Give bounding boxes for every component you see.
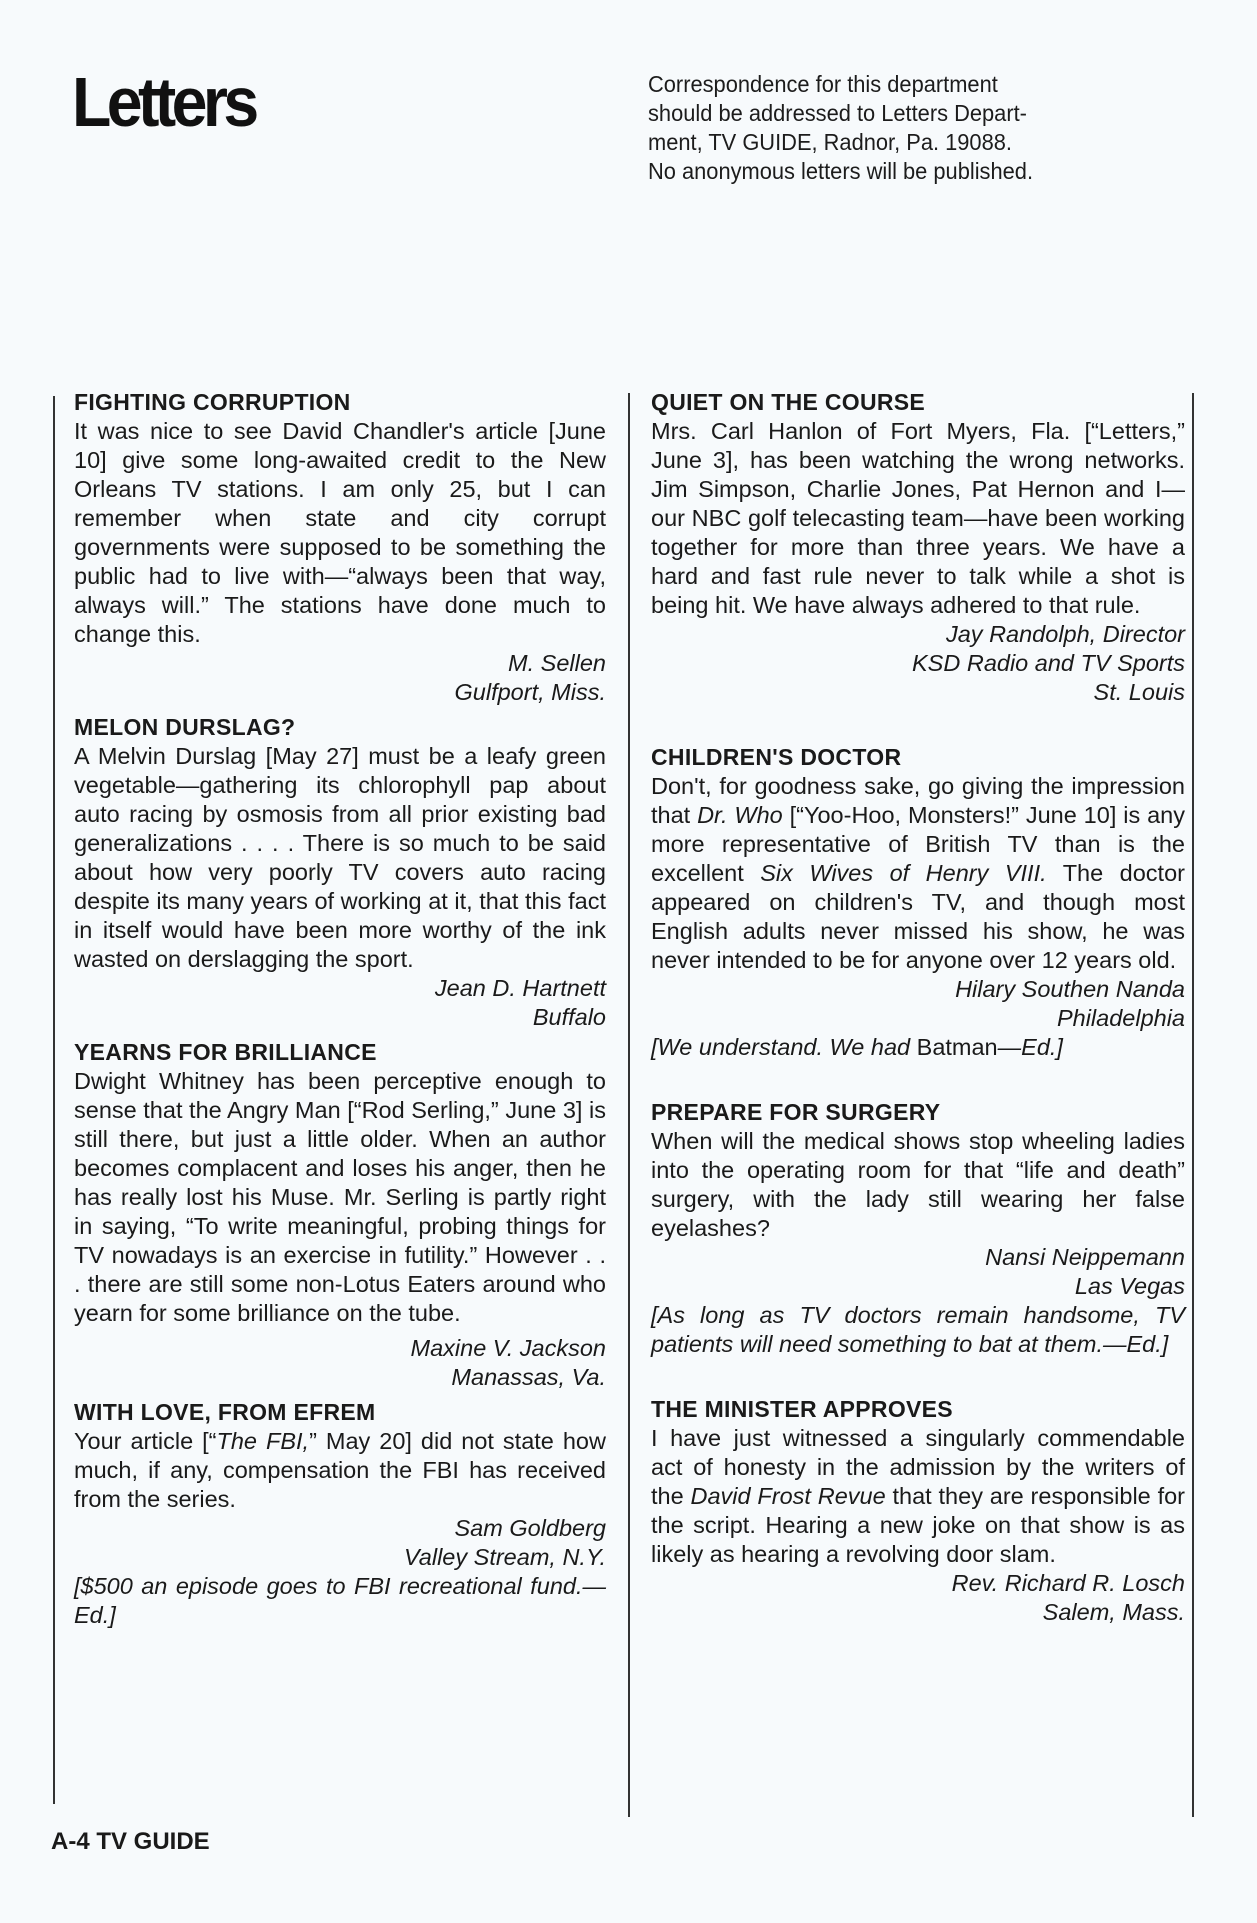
letter-body-text: I have just witnessed a singularly commendable act of honesty in the admission by the writers of the: [651, 1425, 1185, 1509]
letter-body-italic: Dr. Who: [697, 802, 783, 828]
letter-body: A Melvin Durslag [May 27] must be a leafy green vegetable—gathering its chlorophyll pap about auto racing by osmosis from all prior existing bad generalizations . . . . There is so much to be said about how very poorly TV covers auto racing despite its many years of working at it, that this fact in itself would have been more worthy of the ink wasted on derslagging the sport.: [74, 743, 606, 972]
right-column: [651, 388, 1185, 1633]
letter-body-italic: Six Wives of Henry VIII.: [760, 860, 1047, 886]
letter-location: Buffalo: [532, 1004, 606, 1030]
page-title: Letters: [72, 63, 255, 141]
letter-body-text: Don't, for goodness sake, go giving the impression that: [651, 773, 1185, 828]
letter-location: Manassas, Va.: [451, 1364, 606, 1390]
letter-body-italic: The FBI,: [216, 1428, 310, 1454]
left-column-rule: [53, 396, 55, 1804]
editor-note: [As long as TV doctors remain handsome, TV patients will need something to bat at them.—Ed.]: [651, 1302, 1185, 1357]
letter-yearns-for-brilliance: [74, 1038, 606, 1392]
letter-body-text: The doctor appeared on children's TV, and though most English adults never missed his show, he was never intended to be for anyone over 12 years old.: [651, 860, 1185, 973]
left-column: [74, 388, 606, 1636]
center-column-rule: [628, 393, 630, 1817]
letter-headline: WITH LOVE, FROM EFREM: [74, 1399, 376, 1425]
correspondence-notice: [648, 70, 1142, 186]
letter-signature: Jay Randolph, Director: [945, 621, 1185, 647]
letter-headline: PREPARE FOR SURGERY: [651, 1099, 941, 1125]
letter-location: St. Louis: [1093, 679, 1185, 705]
letter-headline: THE MINISTER APPROVES: [651, 1396, 953, 1422]
letter-affiliation: KSD Radio and TV Sports: [912, 650, 1185, 676]
editor-note-text: [We understand. We had: [651, 1034, 917, 1060]
letter-body: Mrs. Carl Hanlon of Fort Myers, Fla. [“Letters,” June 3], has been watching the wrong networks. Jim Simpson, Charlie Jones, Pat Hernon and I—our NBC golf telecasting team—have been working together for more than three years. We have a hard and fast rule never to talk while a shot is being hit. We have always adhered to that rule.: [651, 418, 1185, 618]
letter-signature: Nansi Neippemann: [985, 1244, 1185, 1270]
letter-body: [74, 1427, 606, 1514]
letter-body: [651, 772, 1185, 975]
letter-location: Philadelphia: [1056, 1005, 1185, 1031]
letter-signature: M. Sellen: [508, 650, 606, 676]
letter-signature: Sam Goldberg: [454, 1515, 606, 1541]
letter-prepare-for-surgery: [651, 1098, 1185, 1359]
letter-location: Las Vegas: [1074, 1273, 1185, 1299]
letter-body-text: ” May 20] did not state how much, if any, compensation the FBI has received from the series.: [74, 1428, 606, 1512]
letter-signature: Jean D. Hartnett: [434, 975, 606, 1001]
letter-the-minister-approves: [651, 1395, 1185, 1627]
letter-body-text: [“Yoo-Hoo, Monsters!” June 10] is any more representative of British TV than is the excellent: [651, 802, 1185, 886]
letter-headline: FIGHTING CORRUPTION: [74, 389, 351, 415]
letter-melon-durslag: [74, 713, 606, 1032]
letter-signature: Rev. Richard R. Losch: [951, 1570, 1185, 1596]
letter-signature: Maxine V. Jackson: [410, 1335, 606, 1361]
letter-headline: CHILDREN'S DOCTOR: [651, 744, 902, 770]
page-footer: A-4 TV GUIDE: [51, 1828, 210, 1855]
notice-line: ment, TV GUIDE, Radnor, Pa. 19088.: [648, 129, 1012, 155]
right-column-rule: [1192, 393, 1194, 1817]
letter-with-love-from-efrem: [74, 1398, 606, 1630]
letter-quiet-on-the-course: [651, 388, 1185, 707]
letter-body: It was nice to see David Chandler's article [June 10] give some long-awaited credit to the New Orleans TV stations. I am only 25, but I can remember when state and city corrupt governments were supposed to be something the public had to live with—“always been that way, always will.” The stations have done much to change this.: [74, 418, 606, 647]
letter-body-italic: David Frost Revue: [690, 1483, 886, 1509]
letter-fighting-corruption: [74, 388, 606, 707]
editor-note-text: —Ed.]: [997, 1034, 1063, 1060]
letter-location: Salem, Mass.: [1042, 1599, 1185, 1625]
letter-body: Dwight Whitney has been perceptive enough to sense that the Angry Man [“Rod Serling,” June 3] is still there, but just a little older. When an author becomes complacent and loses his anger, then he has really lost his Muse. Mr. Serling is partly right in saying, “To write meaningful, probing things for TV nowadays is an exercise in futility.” However . . . there are still some non-Lotus Eaters around who yearn for some brilliance on the tube.: [74, 1068, 606, 1326]
letter-location: Valley Stream, N.Y.: [403, 1544, 606, 1570]
editor-note-roman: Batman: [916, 1034, 998, 1060]
letter-headline: MELON DURSLAG?: [74, 714, 296, 740]
letter-body-text: Your article [“: [74, 1428, 217, 1454]
editor-note: [$500 an episode goes to FBI recreational fund.—Ed.]: [74, 1573, 606, 1628]
notice-line: should be addressed to Letters Depart-: [648, 100, 1027, 126]
letter-body: [651, 1424, 1185, 1569]
letter-body-text: that they are responsible for the script. Hearing a new joke on that show is as likely as hearing a revolving door slam.: [651, 1483, 1185, 1567]
letter-signature: Hilary Southen Nanda: [955, 976, 1185, 1002]
letter-childrens-doctor: [651, 743, 1185, 1062]
notice-line: No anonymous letters will be published.: [648, 158, 1034, 184]
notice-line: Correspondence for this department: [648, 71, 998, 97]
letter-body: When will the medical shows stop wheeling ladies into the operating room for that “life and death” surgery, with the lady still wearing her false eyelashes?: [651, 1128, 1185, 1241]
letter-location: Gulfport, Miss.: [454, 679, 606, 705]
editor-note: [651, 1033, 1185, 1062]
letter-headline: QUIET ON THE COURSE: [651, 389, 926, 415]
letter-headline: YEARNS FOR BRILLIANCE: [74, 1039, 377, 1065]
